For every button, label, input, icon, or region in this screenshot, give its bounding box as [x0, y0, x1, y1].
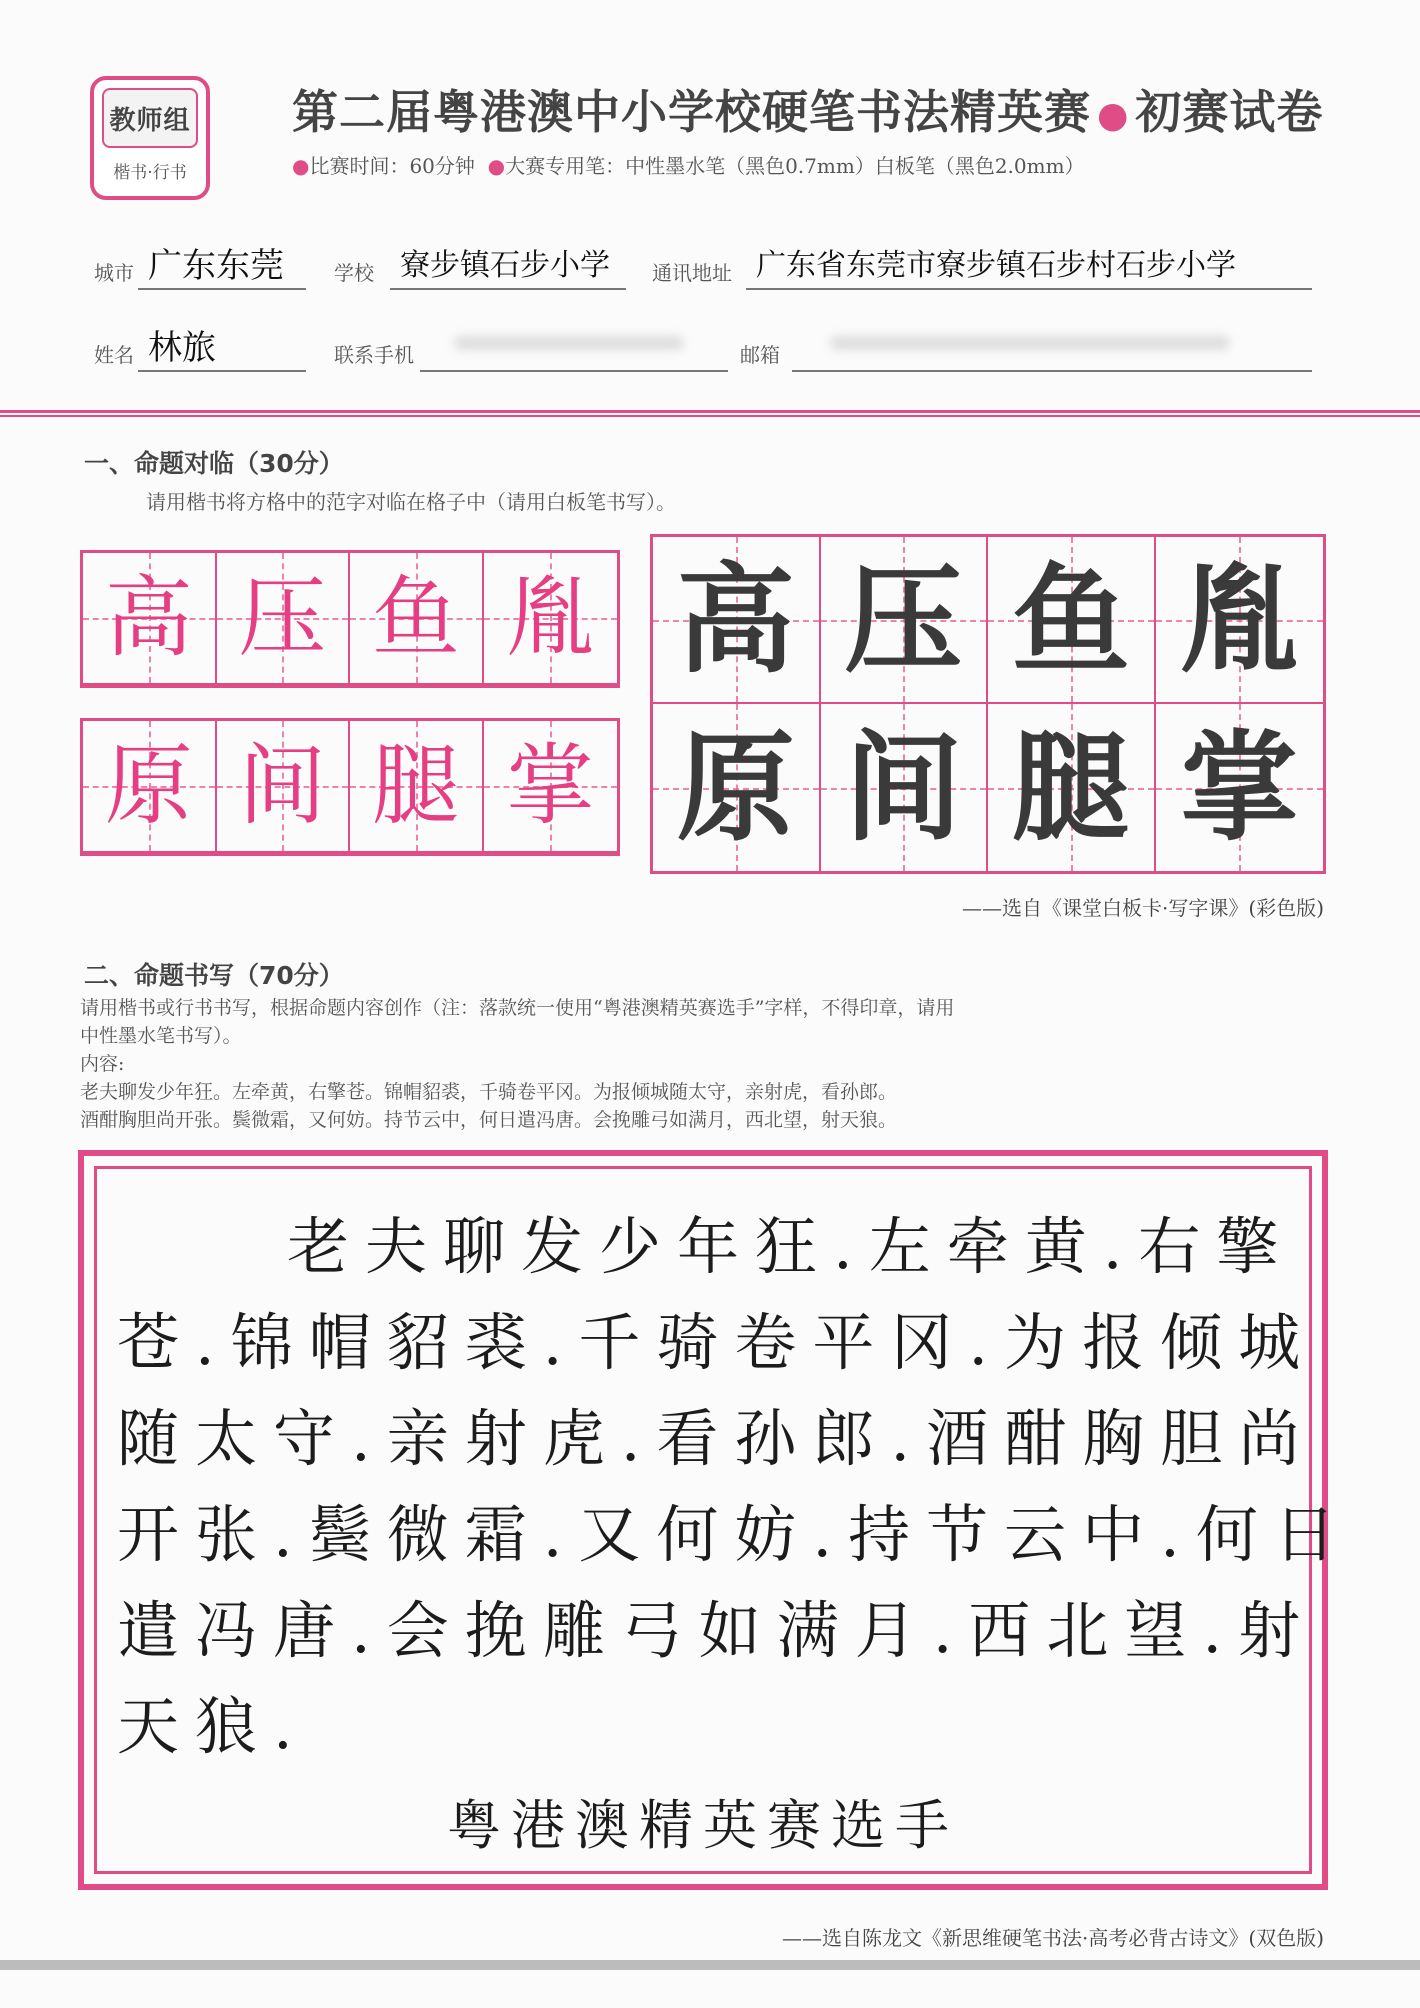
redaction-blur — [454, 336, 684, 350]
practice-cell: 间 — [217, 721, 351, 853]
section1-source: ——选自《课堂白板卡·写字课》(彩色版) — [962, 896, 1324, 920]
page-title — [292, 76, 1342, 139]
handwriting-line: 天狼. — [117, 1690, 309, 1763]
address-field — [652, 236, 1316, 292]
group-badge — [90, 76, 210, 200]
model-cell: 高 — [653, 537, 821, 704]
content-label: 内容: — [80, 1053, 125, 1075]
practice-cell: 胤 — [484, 553, 618, 685]
email-value-redacted — [792, 328, 1312, 372]
signature: 粤港澳精英赛选手 — [447, 1794, 959, 1857]
model-cell: 腿 — [988, 704, 1156, 871]
model-grid — [650, 534, 1326, 874]
section1-instruction: 请用楷书将方格中的范字对临在格子中（请用白板笔书写）。 — [146, 490, 676, 514]
practice-cell: 掌 — [484, 721, 618, 853]
phone-label: 联系手机 — [334, 343, 414, 367]
practice-cell: 压 — [217, 553, 351, 685]
handwriting-line: 随太守.亲射虎.看孙郎.酒酣胸胆尚 — [117, 1402, 1317, 1475]
practice-grid-row-1 — [80, 550, 620, 688]
handwriting-line: 老夫聊发少年狂.左牵黄.右擎 — [287, 1210, 1295, 1283]
city-value: 广东东莞 — [138, 246, 306, 290]
name-label: 姓名 — [94, 343, 134, 367]
model-cell: 鱼 — [988, 537, 1156, 704]
practice-cell: 腿 — [350, 721, 484, 853]
model-cell: 原 — [653, 704, 821, 871]
email-label: 邮箱 — [740, 343, 780, 367]
section2-title: 二、命题书写（70分） — [84, 961, 344, 990]
writing-frame-inner — [94, 1166, 1352, 1874]
practice-cell: 原 — [83, 721, 217, 853]
content-line: 老夫聊发少年狂。左牵黄，右擎苍。锦帽貂裘，千骑卷平冈。为报倾城随太守，亲射虎，看孙郎。 — [80, 1081, 898, 1103]
title-dot-icon: ● — [1097, 95, 1130, 136]
title-suffix: 初赛试卷 — [1135, 85, 1324, 139]
model-cell: 胤 — [1156, 537, 1324, 704]
exam-info — [292, 150, 1342, 179]
school-value: 寮步镇石步小学 — [390, 246, 626, 290]
section1-title: 一、命题对临（30分） — [84, 449, 344, 478]
name-field — [94, 318, 314, 374]
city-field — [94, 236, 314, 292]
badge-subtitle: 楷书·行书 — [113, 163, 187, 183]
writing-frame — [78, 1150, 1352, 1890]
practice-cell: 高 — [83, 553, 217, 685]
handwriting-line: 开张.鬓微霜.又何妨.持节云中.何日 — [117, 1498, 1352, 1571]
school-label: 学校 — [334, 261, 374, 285]
phone-value-redacted — [420, 328, 728, 372]
badge-title: 教师组 — [102, 88, 198, 148]
exam-pen: 大赛专用笔：中性墨水笔（黑色0.7mm）白板笔（黑色2.0mm） — [505, 154, 1085, 178]
model-cell: 压 — [821, 537, 989, 704]
footer-bar — [0, 1960, 1420, 1970]
practice-cell: 鱼 — [350, 553, 484, 685]
handwriting-line: 苍.锦帽貂裘.千骑卷平冈.为报倾城 — [117, 1306, 1317, 1379]
title-main: 第二届粤港澳中小学校硬笔书法精英赛 — [292, 85, 1091, 139]
exam-time: 比赛时间：60分钟 — [309, 154, 475, 178]
section2-instruction-line: 中性墨水笔书写）。 — [80, 1025, 242, 1047]
section2-source: ——选自陈龙文《新思维硬笔书法·高考必背古诗文》(双色版) — [782, 1926, 1324, 1950]
practice-grid-row-2 — [80, 718, 620, 856]
handwriting-line: 遣冯唐.会挽雕弓如满月.西北望.射 — [117, 1594, 1317, 1667]
address-label: 通讯地址 — [652, 261, 732, 285]
bullet-icon: ● — [487, 154, 506, 178]
model-cell: 间 — [821, 704, 989, 871]
email-field — [740, 318, 1316, 374]
bullet-icon: ● — [292, 154, 310, 178]
name-value: 林旅 — [138, 328, 306, 372]
phone-field — [334, 318, 734, 374]
city-label: 城市 — [94, 261, 134, 285]
section2-instructions — [80, 994, 1340, 1134]
model-cell: 掌 — [1156, 704, 1324, 871]
school-field — [334, 236, 634, 292]
address-value: 广东省东莞市寮步镇石步村石步小学 — [746, 246, 1312, 290]
header-divider — [0, 410, 1420, 417]
section2-instruction-line: 请用楷书或行书书写，根据命题内容创作（注：落款统一使用“粤港澳精英赛选手”字样，不得印章，请用 — [80, 997, 955, 1019]
content-line: 酒酣胸胆尚开张。鬓微霜，又何妨。持节云中，何日遣冯唐。会挽雕弓如满月，西北望，射天狼。 — [80, 1109, 898, 1131]
redaction-blur — [830, 336, 1230, 350]
